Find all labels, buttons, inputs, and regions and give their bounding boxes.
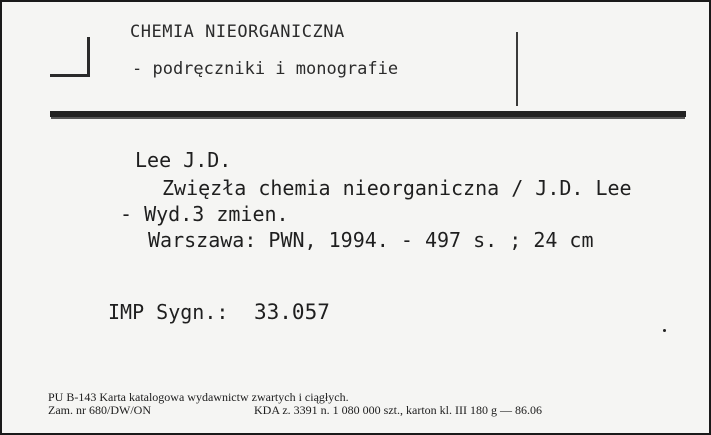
signature-value: 33.057 (254, 300, 330, 324)
form-footer-order: Zam. nr 680/DW/ON (48, 403, 151, 417)
form-footer-print-info: KDA z. 3391 n. 1 080 000 szt., karton kl. III 180 g — 86.06 (254, 403, 542, 417)
entry-edition: - Wyd.3 zmien. (120, 202, 289, 226)
form-footer-line1: PU B-143 Karta katalogowa wydawnictw zwartych i ciągłych. (48, 390, 349, 404)
subject-subheading: - podręczniki i monografie (132, 59, 399, 79)
header-right-divider (516, 32, 518, 106)
entry-title: Zwięzła chemia nieorganiczna / J.D. Lee (162, 176, 632, 200)
ink-dot (663, 329, 666, 332)
entry-author: Lee J.D. (135, 148, 232, 172)
header-bracket-vertical (87, 37, 90, 77)
subject-heading: CHEMIA NIEORGANICZNA (130, 22, 345, 42)
header-bracket-horizontal (50, 74, 90, 77)
signature-label: IMP Sygn.: (108, 300, 229, 324)
entry-imprint: Warszawa: PWN, 1994. - 497 s. ; 24 cm (148, 228, 594, 252)
header-rule (50, 111, 686, 117)
